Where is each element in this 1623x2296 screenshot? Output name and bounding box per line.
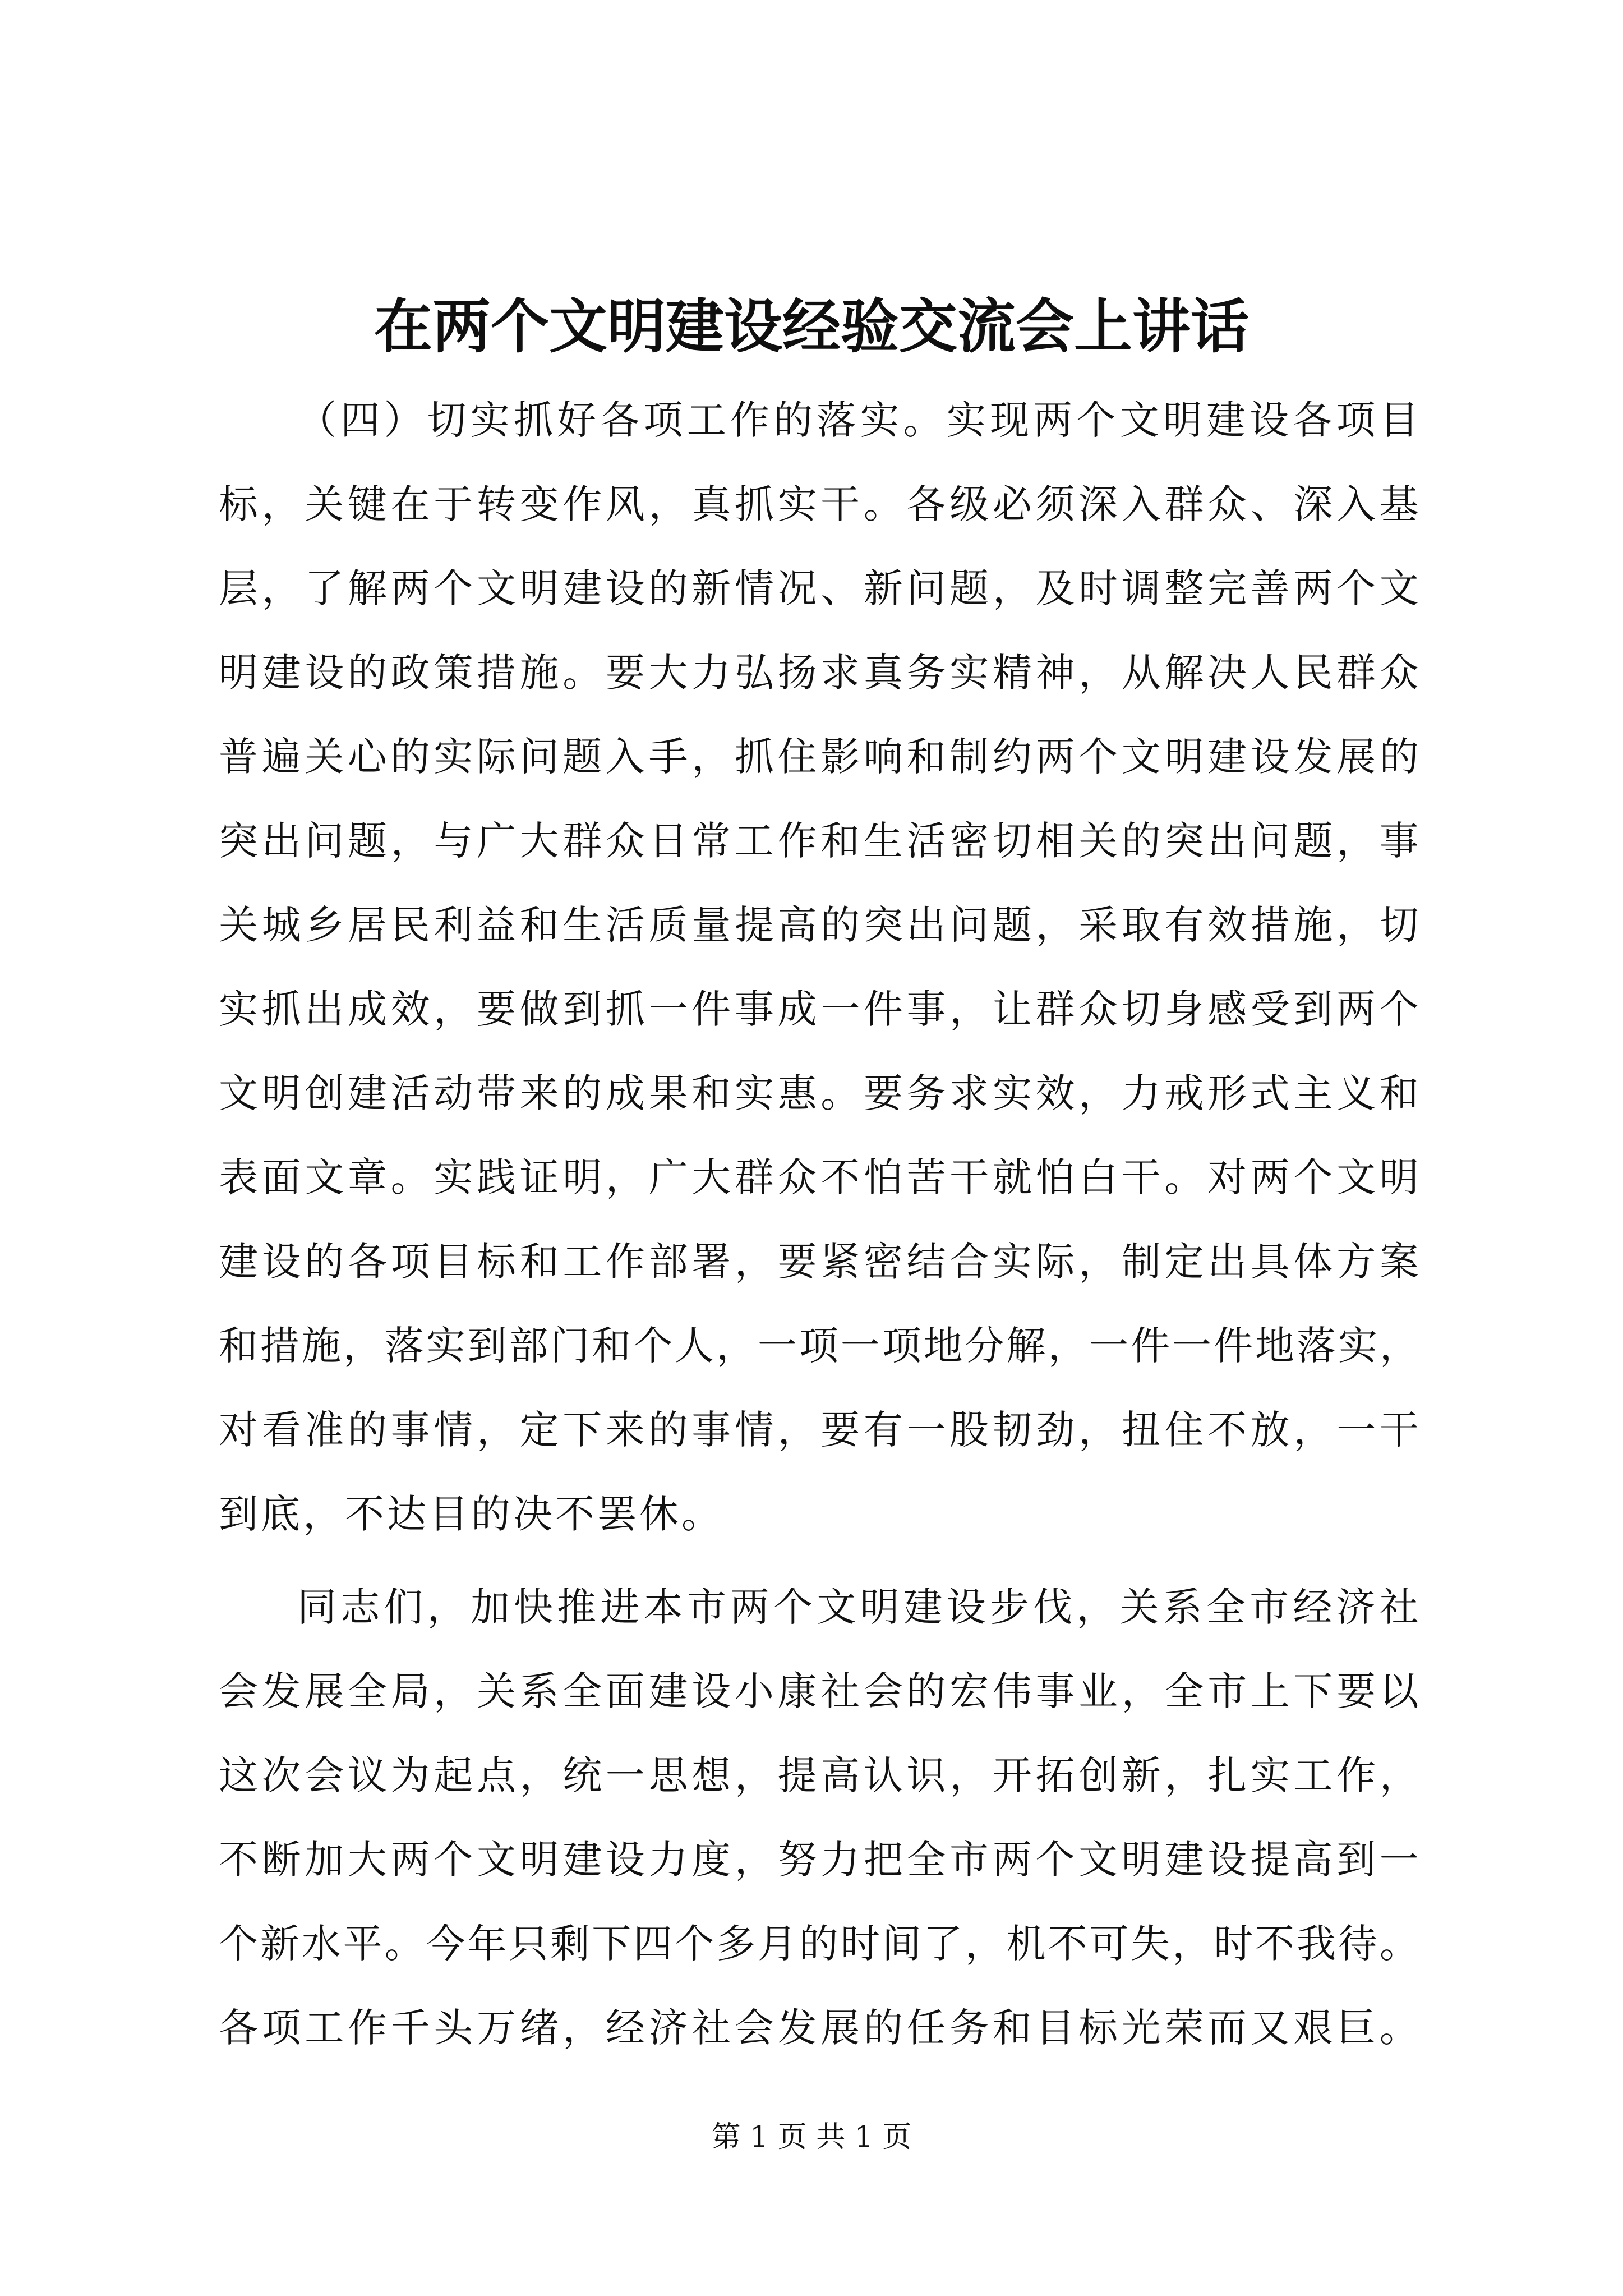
paragraph-1: [219, 378, 1419, 1556]
text-line: 文 明 创 建 活 动 带 来 的 成 果 和 实 惠 。 要 务 求 实 效 ， 力 戒 形 式 主 义 和: [219, 1070, 1419, 1116]
text-line: 实 抓 出 成 效 ， 要 做 到 抓 一 件 事 成 一 件 事 ， 让 群 众 切 身 感 受 到 两 个: [219, 986, 1419, 1032]
text-line: 明 建 设 的 政 策 措 施 。 要 大 力 弘 扬 求 真 务 实 精 神 ， 从 解 决 人 民 群 众: [219, 650, 1419, 696]
text-line: 层 ， 了 解 两 个 文 明 建 设 的 新 情 况 、 新 问 题 ， 及 时 调 整 完 善 两 个 文: [219, 565, 1419, 611]
paragraph-2: [219, 1565, 1419, 2070]
document-body: [219, 378, 1419, 2070]
text-line: 这 次 会 议 为 起 点 ， 统 一 思 想 ， 提 高 认 识 ， 开 拓 创 新 ， 扎 实 工 作 ，: [219, 1752, 1419, 1798]
text-line: 表 面 文 章 。 实 践 证 明 ， 广 大 群 众 不 怕 苦 干 就 怕 白 干 。 对 两 个 文 明: [219, 1154, 1419, 1200]
paragraph-gap: [219, 1556, 1419, 1565]
text-line: （ 四 ） 切 实 抓 好 各 项 工 作 的 落 实 。 实 现 两 个 文 明 建 设 各 项 目: [297, 397, 1419, 443]
text-line: 对 看 准 的 事 情 ， 定 下 来 的 事 情 ， 要 有 一 股 韧 劲 ， 扭 住 不 放 ， 一 干: [219, 1407, 1419, 1453]
text-line: 普 遍 关 心 的 实 际 问 题 入 手 ， 抓 住 影 响 和 制 约 两 个 文 明 建 设 发 展 的: [219, 734, 1419, 780]
text-line: 各 项 工 作 千 头 万 绪 ， 经 济 社 会 发 展 的 任 务 和 目 标 光 荣 而 又 艰 巨 。: [219, 2005, 1419, 2051]
text-line: 同 志 们 ， 加 快 推 进 本 市 两 个 文 明 建 设 步 伐 ， 关 系 全 市 经 济 社: [297, 1584, 1419, 1630]
text-line: 标 ， 关 键 在 于 转 变 作 风 ， 真 抓 实 干 。 各 级 必 须 深 入 群 众 、 深 入 基: [219, 481, 1419, 527]
text-line: 建 设 的 各 项 目 标 和 工 作 部 署 ， 要 紧 密 结 合 实 际 ， 制 定 出 具 体 方 案: [219, 1239, 1419, 1285]
text-line: 和 措 施 ， 落 实 到 部 门 和 个 人 ， 一 项 一 项 地 分 解 ， 一 件 一 件 地 落 实 ，: [219, 1323, 1419, 1369]
text-line: 会 发 展 全 局 ， 关 系 全 面 建 设 小 康 社 会 的 宏 伟 事 业 ， 全 市 上 下 要 以: [219, 1668, 1419, 1714]
text-line: 不 断 加 大 两 个 文 明 建 设 力 度 ， 努 力 把 全 市 两 个 文 明 建 设 提 高 到 一: [219, 1837, 1419, 1883]
text-line: 关 城 乡 居 民 利 益 和 生 活 质 量 提 高 的 突 出 问 题 ， 采 取 有 效 措 施 ， 切: [219, 902, 1419, 948]
text-line: 个 新 水 平 。 今 年 只 剩 下 四 个 多 月 的 时 间 了 ， 机 不 可 失 ， 时 不 我 待 。: [219, 1921, 1419, 1967]
text-line: 突 出 问 题 ， 与 广 大 群 众 日 常 工 作 和 生 活 密 切 相 关 的 突 出 问 题 ， 事: [219, 818, 1419, 864]
text-line: 到 底 ， 不 达 目 的 决 不 罢 休 。: [219, 1491, 721, 1537]
document-title: 在两个文明建设经验交流会上讲话: [374, 292, 1249, 361]
page-footer: 第 1 页 共 1 页: [711, 2120, 912, 2154]
